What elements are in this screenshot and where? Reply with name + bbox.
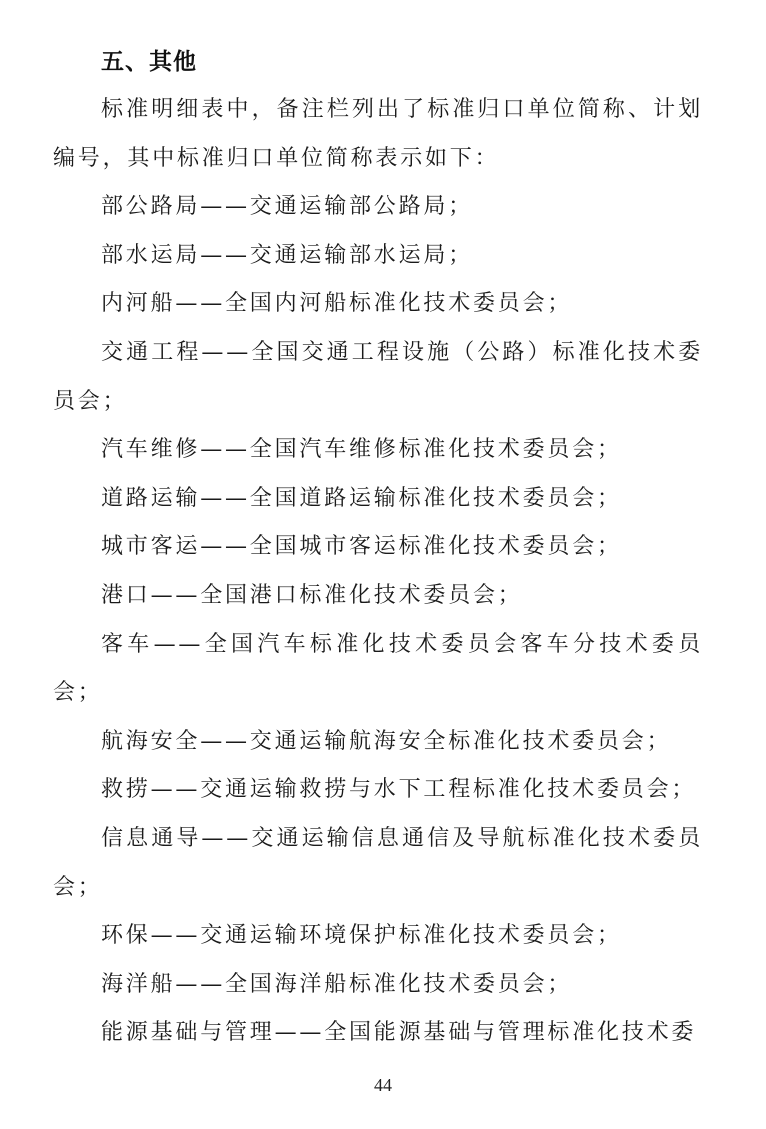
section-heading: 五、其他 [101,49,197,75]
abbreviation-item: 城市客运——全国城市客运标准化技术委员会； [101,534,622,560]
abbreviation-item: 海洋船——全国海洋船标准化技术委员会； [101,971,573,997]
page-number: 44 [374,1075,392,1095]
page-content [53,38,703,1058]
abbreviation-item: 交通工程——全国交通工程设施（公路）标准化技术委员会； [53,339,703,414]
abbreviation-item: 环保——交通运输环境保护标准化技术委员会； [101,923,622,949]
abbreviation-item: 道路运输——全国道路运输标准化技术委员会； [101,485,622,511]
abbreviation-item: 汽车维修——全国汽车维修标准化技术委员会； [101,437,622,463]
abbreviation-item: 信息通导——交通运输信息通信及导航标准化技术委员会； [53,825,703,900]
abbreviation-item: 救捞——交通运输救捞与水下工程标准化技术委员会； [101,777,697,803]
abbreviation-item: 部公路局——交通运输部公路局； [101,194,474,220]
abbreviation-item: 航海安全——交通运输航海安全标准化技术委员会； [101,728,672,754]
abbreviation-item: 部水运局——交通运输部水运局； [101,242,474,268]
abbreviation-item: 港口——全国港口标准化技术委员会； [101,582,523,608]
abbreviation-item: 客车——全国汽车标准化技术委员会客车分技术委员会； [53,631,703,706]
abbreviation-item: 内河船——全国内河船标准化技术委员会； [101,291,573,317]
abbreviation-item: 能源基础与管理——全国能源基础与管理标准化技术委 [101,1020,697,1046]
intro-paragraph: 标准明细表中，备注栏列出了标准归口单位简称、计划编号，其中标准归口单位简称表示如下： [53,97,703,171]
